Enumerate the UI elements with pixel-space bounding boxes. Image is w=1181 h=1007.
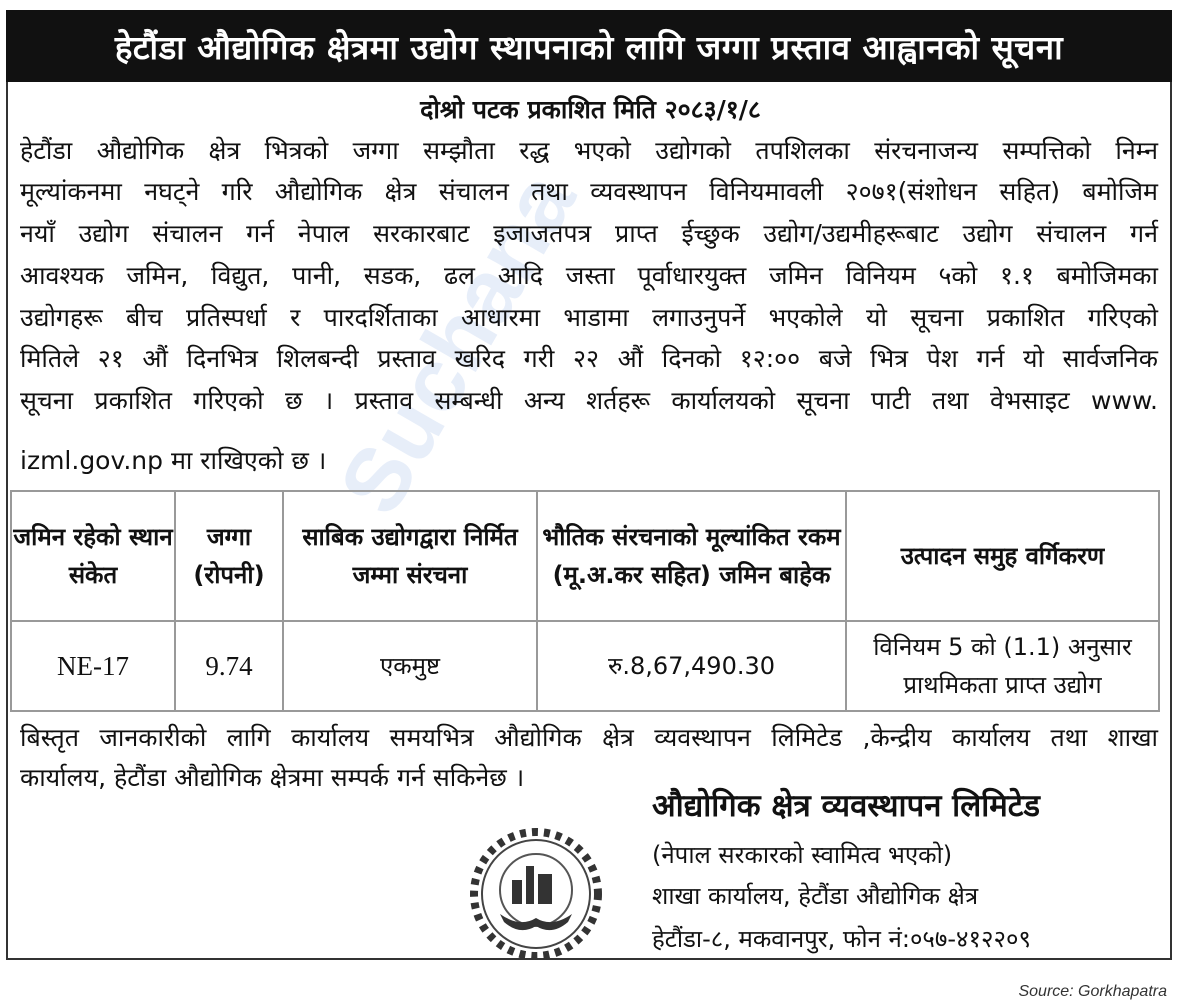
property-table [10,490,1160,712]
table-row [11,621,1159,711]
body-line: नयाँ उद्योग संचालन गर्न नेपाल सरकारबाट इजाजतपत्र प्राप्त ईच्छुक उद्योग/उद्यमीहरूबाट उद्योग संचालन गर्न [20,219,1158,248]
header-category: उत्पादन समुह वर्गिकरण [846,491,1159,621]
signature-ownership: (नेपाल सरकारको स्वामित्व भएको) [652,841,953,869]
body-line: उद्योगहरू बीच प्रतिस्पर्धा र पारदर्शिताका आधारमा भाडामा लगाउनुपर्ने भएकोले यो सूचना प्रकाशित गरिएको [20,303,1158,332]
cell-structure: एकमुष्ट [283,621,537,711]
source-credit: Source: Gorkhapatra [1018,983,1167,1000]
cell-area: 9.74 [175,621,283,711]
header-area: जग्गा (रोपनी) [175,491,283,621]
footer-line: कार्यालय, हेटौंडा औद्योगिक क्षेत्रमा सम्पर्क गर्न सकिनेछ । [20,763,525,792]
organization-logo [460,818,612,976]
cell-category: विनियम 5 को (1.1) अनुसार प्राथमिकता प्राप्त उद्योग [846,621,1159,711]
publication-date: दोश्रो पटक प्रकाशित मिति २०८३/१/८ [420,95,761,124]
watermark: Suchana [320,155,596,531]
body-line: izml.gov.np मा राखिएको छ । [20,446,327,475]
signature-org-name: औद्योगिक क्षेत्र व्यवस्थापन लिमिटेड [652,788,1041,824]
cell-valuation: रु.8,67,490.30 [537,621,846,711]
body-line: हेटौंडा औद्योगिक क्षेत्र भित्रको जग्गा सम्झौता रद्ध भएको उद्योगको तपशिलका संरचनाजन्य सम्पत्तिको निम्न [20,136,1158,165]
body-line: मूल्यांकनमा नघट्ने गरि औद्योगिक क्षेत्र संचालन तथा व्यवस्थापन विनियमावली २०७१(संशोधन सहित) बमोजिम [20,177,1158,206]
body-line: मितिले २१ औं दिनभित्र शिलबन्दी प्रस्ताव खरिद गरी २२ औं दिनको १२:०० बजे भित्र पेश गर्न यो सार्वजनिक [20,344,1158,373]
table-header-row [11,491,1159,621]
signature-address: हेटौंडा-८, मकवानपुर, फोन नं:०५७-४१२२०९ [652,925,1031,953]
footer-line: बिस्तृत जानकारीको लागि कार्यालय समयभित्र औद्योगिक क्षेत्र व्यवस्थापन लिमिटेड ,केन्द्रीय कार्यालय तथा शाखा [20,723,1158,752]
cell-location-code: NE-17 [11,621,175,711]
gear-emblem-icon [460,818,612,976]
body-line: सूचना प्रकाशित गरिएको छ । प्रस्ताव सम्बन्धी अन्य शर्तहरू कार्यालयको सूचना पाटी तथा वेभसाइट www. [20,386,1158,415]
header-location-code: जमिन रहेको स्थान संकेत [11,491,175,621]
signature-office: शाखा कार्यालय, हेटौंडा औद्योगिक क्षेत्र [652,882,979,910]
notice-title: हेटौंडा औद्योगिक क्षेत्रमा उद्योग स्थापनाको लागि जग्गा प्रस्ताव आह्वानको सूचना [6,10,1172,82]
header-structure: साबिक उद्योगद्वारा निर्मित जम्मा संरचना [283,491,537,621]
body-line: आवश्यक जमिन, विद्युत, पानी, सडक, ढल आदि जस्ता पूर्वाधारयुक्त जमिन विनियम ५को १.१ बमोजिमका [20,261,1158,290]
header-valuation: भौतिक संरचनाको मूल्यांकित रकम (मू.अ.कर सहित) जमिन बाहेक [537,491,846,621]
